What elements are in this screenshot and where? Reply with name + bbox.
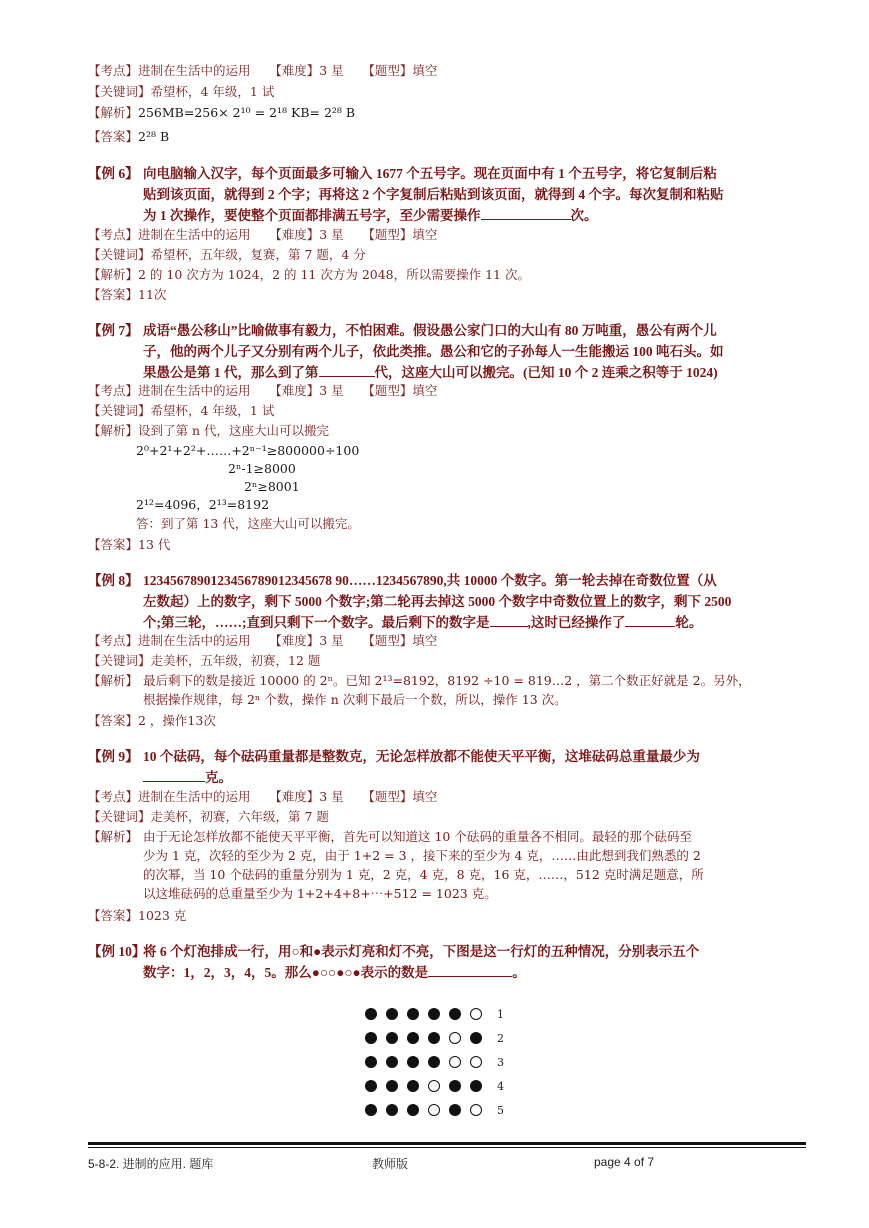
lamp-filled-icon xyxy=(365,1104,377,1116)
lamp-row xyxy=(365,1002,504,1026)
lamp-row-label: 2 xyxy=(497,1031,504,1045)
top-jiexi: 【解析】256MB=256× 2¹⁰ = 2¹⁸ KB= 2²⁸ B xyxy=(88,105,356,120)
lamp-row-label: 4 xyxy=(497,1079,504,1093)
lamp-filled-icon xyxy=(407,1008,419,1020)
ex7-step-2: 2ⁿ-1≥8000 xyxy=(228,461,296,476)
lamp-row xyxy=(365,1026,504,1050)
ex7-kaodian: 【考点】进制在生活中的运用 【难度】3 星 【题型】填空 xyxy=(88,383,438,398)
lamp-empty-icon xyxy=(470,1056,482,1068)
ex9-keyword: 【关键词】走美杯，初赛，六年级，第 7 题 xyxy=(88,809,329,824)
lamp-filled-icon xyxy=(449,1080,461,1092)
top-kaodian: 【考点】进制在生活中的运用 【难度】3 星 【题型】填空 xyxy=(88,63,438,78)
lamp-filled-icon xyxy=(386,1104,398,1116)
ex8-kaodian: 【考点】进制在生活中的运用 【难度】3 星 【题型】填空 xyxy=(88,633,438,648)
example-text: 成语“愚公移山”比喻做事有毅力，不怕困难。假设愚公家门口的大山有 80 万吨重，愚公有两个儿 子，他的两个儿子又分别有两个儿子，依此类推。愚公和它的子孙每人一生能搬运 100 吨石头。如 果愚公是第 1 代，那么到了第 代，这座大山可以搬完。(已知 10 个 2 连乘之积等于 1024) xyxy=(143,323,724,380)
footer-center: 教师版 xyxy=(372,1157,409,1171)
lamp-filled-icon xyxy=(386,1080,398,1092)
ex6-kaodian: 【考点】进制在生活中的运用 【难度】3 星 【题型】填空 xyxy=(88,227,438,242)
top-keyword: 【关键词】希望杯，4 年级，1 试 xyxy=(88,84,275,99)
ex7-jiexi: 【解析】设到了第 n 代，这座大山可以搬完 xyxy=(88,423,329,438)
lamp-empty-icon xyxy=(470,1104,482,1116)
ex7-step-3: 2ⁿ≥8001 xyxy=(244,479,300,494)
lamp-filled-icon xyxy=(428,1056,440,1068)
ex8-daan: 【答案】2 ，操作13次 xyxy=(88,713,216,728)
answer-blank xyxy=(143,767,205,782)
example-9 xyxy=(88,746,808,788)
lamp-empty-icon xyxy=(470,1008,482,1020)
lamp-pattern-figure xyxy=(365,1002,504,1122)
lamp-filled-icon xyxy=(386,1008,398,1020)
lamp-filled-icon xyxy=(470,1032,482,1044)
ex8-keyword: 【关键词】走美杯，五年级，初赛，12 题 xyxy=(88,653,321,668)
example-text: 10 个砝码，每个砝码重量都是整数克，无论怎样放都不能使天平平衡，这堆砝码总重量最少为 克。 xyxy=(143,749,700,785)
lamp-filled-icon xyxy=(470,1080,482,1092)
ex6-jiexi: 【解析】2 的 10 次方为 1024，2 的 11 次方为 2048，所以需要操作 11 次。 xyxy=(88,267,530,282)
example-text: 向电脑输入汉字，每个页面最多可输入 1677 个五号字。现在页面中有 1 个五号字，将它复制后粘 贴到该页面，就得到 2 个字；再将这 2 个字复制后粘贴到该页面，就得到 4 个字。每次复制和粘贴 为 1 次操作，要使整个页面都排满五号字，至少需要操作 次。 xyxy=(143,166,724,223)
lamp-filled-icon xyxy=(449,1008,461,1020)
answer-blank xyxy=(428,962,512,977)
lamp-filled-icon xyxy=(449,1104,461,1116)
footer-left: 5-8-2. 进制的应用. 题库 xyxy=(88,1157,214,1171)
lamp-filled-icon xyxy=(365,1032,377,1044)
ex9-daan: 【答案】1023 克 xyxy=(88,908,187,923)
ex7-keyword: 【关键词】希望杯，4 年级，1 试 xyxy=(88,403,275,418)
ex9-kaodian: 【考点】进制在生活中的运用 【难度】3 星 【题型】填空 xyxy=(88,789,438,804)
example-6 xyxy=(88,163,808,226)
lamp-empty-icon xyxy=(449,1056,461,1068)
ex6-keyword: 【关键词】希望杯，五年级，复赛，第 7 题，4 分 xyxy=(88,247,366,262)
ex9-jiexi: 【解析】 由于无论怎样放都不能使天平平衡，首先可以知道这 10 个砝码的重量各不相同。最轻的那个砝码至 少为 1 克，次轻的至少为 2 克，由于 1+2 = 3 ，接下来的至少为 4 克，……由此想到我们熟悉的 2 的次幂，当 10 个砝码的重量分别为 1 克，2 克，4 克，8 克，16 克，……，512 克时满足题意，所 以这堆砝码的总重量至少为 1+2+4+8+⋯+512 = 1023 克。 xyxy=(88,829,704,901)
lamp-filled-icon xyxy=(428,1008,440,1020)
example-10 xyxy=(88,941,808,983)
footer-page-number: page 4 of 7 xyxy=(594,1155,655,1169)
example-7 xyxy=(88,320,808,383)
ex7-step-1: 2⁰+2¹+2²+……+2ⁿ⁻¹≥800000÷100 xyxy=(136,443,360,458)
ex6-daan: 【答案】11次 xyxy=(88,287,167,302)
answer-blank xyxy=(319,362,375,377)
example-8 xyxy=(88,570,808,633)
answer-blank xyxy=(625,612,675,627)
lamp-filled-icon xyxy=(365,1008,377,1020)
lamp-row xyxy=(365,1074,504,1098)
answer-blank xyxy=(481,205,571,220)
lamp-row xyxy=(365,1050,504,1074)
ex8-jiexi: 【解析】 最后剩下的数是接近 10000 的 2ⁿ。已知 2¹³=8192，8192 ÷10 = 819…2 ，第二个数正好就是 2。另外， 根据操作规律，每 2ⁿ 个数，操作 n 次剩下最后一个数，所以，操作 13 次。 xyxy=(88,673,751,707)
lamp-filled-icon xyxy=(386,1056,398,1068)
answer-blank xyxy=(490,612,528,627)
example-text: 1234567890123456789012345678 90……1234567890,共 10000 个数字。第一轮去掉在奇数位置（从 左数起）上的数字，剩下 5000 个数字;第二轮再去掉这 5000 个数字中奇数位置上的数字，剩下 2500 个;第三轮，……;直到只剩下一个数字。最后剩下的数字是 ,这时已经操作了 轮。 xyxy=(143,573,732,630)
lamp-empty-icon xyxy=(449,1032,461,1044)
lamp-filled-icon xyxy=(407,1032,419,1044)
lamp-filled-icon xyxy=(407,1104,419,1116)
lamp-filled-icon xyxy=(386,1032,398,1044)
lamp-row-label: 1 xyxy=(497,1007,504,1021)
example-label: 【例 7】 xyxy=(88,323,139,338)
ex7-daan: 【答案】13 代 xyxy=(88,537,171,552)
lamp-empty-icon xyxy=(428,1104,440,1116)
example-label: 【例 9】 xyxy=(88,749,139,764)
footer-rule-thin xyxy=(88,1147,806,1148)
lamp-filled-icon xyxy=(365,1056,377,1068)
lamp-empty-icon xyxy=(428,1080,440,1092)
lamp-filled-icon xyxy=(407,1080,419,1092)
example-label: 【例 10】 xyxy=(88,944,146,959)
lamp-row-label: 5 xyxy=(497,1103,504,1117)
lamp-row xyxy=(365,1098,504,1122)
top-daan: 【答案】2²⁸ B xyxy=(88,129,170,144)
ex7-step-5: 答：到了第 13 代，这座大山可以搬完。 xyxy=(136,516,360,531)
lamp-row-label: 3 xyxy=(497,1055,504,1069)
example-label: 【例 6】 xyxy=(88,166,139,181)
lamp-filled-icon xyxy=(365,1080,377,1092)
ex7-step-4: 2¹²=4096，2¹³=8192 xyxy=(136,497,270,512)
example-label: 【例 8】 xyxy=(88,573,139,588)
footer-rule xyxy=(88,1142,806,1145)
lamp-filled-icon xyxy=(428,1032,440,1044)
lamp-filled-icon xyxy=(407,1056,419,1068)
example-text: 将 6 个灯泡排成一行，用○和●表示灯亮和灯不亮，下图是这一行灯的五种情况，分别表示五个 数字：1，2，3，4，5。那么●○○●○●表示的数是 。 xyxy=(143,944,700,980)
